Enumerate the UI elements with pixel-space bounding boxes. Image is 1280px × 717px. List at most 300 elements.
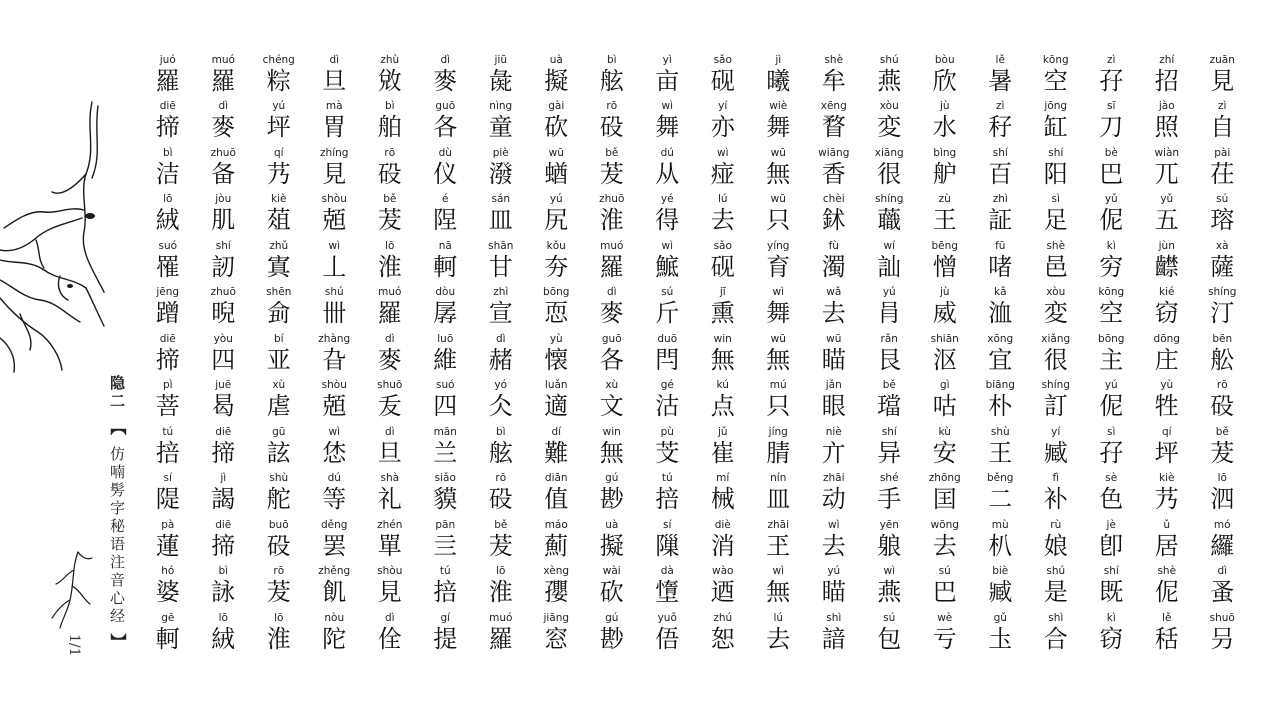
glyph-cell [917,54,973,100]
character-glyph: 很 [1043,345,1068,374]
glyph-cell [862,54,918,100]
character-glyph: 茇 [488,531,513,560]
pinyin-annotation: sú [938,565,951,578]
glyph-cell [695,54,751,100]
character-glyph: 蘵 [877,206,902,235]
character-glyph: 舶 [377,113,402,142]
glyph-cell [140,472,196,518]
title-open-bracket: 【 [108,418,127,438]
glyph-cell [1195,333,1251,379]
glyph-cell [917,519,973,565]
pinyin-annotation: dì [218,100,229,113]
glyph-cell [806,379,862,425]
character-glyph: 叐 [377,392,402,421]
glyph-cell [1139,100,1195,146]
character-glyph: 亦 [710,113,735,142]
pinyin-annotation: yú [827,565,841,578]
glyph-cell [695,147,751,193]
glyph-cell [695,333,751,379]
character-glyph: 自 [1210,113,1235,142]
character-glyph: 蹭 [155,299,180,328]
pinyin-annotation: máo [544,518,568,531]
character-glyph: 砓 [599,113,624,142]
pinyin-annotation: dì [384,611,395,624]
glyph-cell [140,426,196,472]
glyph-cell [973,147,1029,193]
glyph-cell [1195,100,1251,146]
character-glyph: 沽 [655,392,680,421]
character-glyph: 玊 [766,531,791,560]
pinyin-annotation: zhí [1159,54,1175,66]
pinyin-annotation: wí [883,239,895,252]
character-glyph: 軻 [433,252,458,281]
character-glyph: 照 [1154,113,1179,142]
character-glyph: 礼 [377,485,402,514]
character-glyph: 主 [1099,345,1124,374]
character-glyph: 瞄 [821,345,846,374]
pinyin-annotation: dì [495,332,506,345]
pinyin-annotation: shú [1046,565,1066,578]
pinyin-annotation: xèng [543,565,570,578]
glyph-cell [640,240,696,286]
character-glyph: 丄 [322,252,347,281]
pinyin-annotation: shà [380,472,400,485]
character-glyph: 濁 [821,252,846,281]
pinyin-annotation: zhuō [210,286,236,299]
pinyin-annotation: lú [773,611,784,624]
pinyin-annotation: wū [770,146,786,159]
glyph-cell [529,193,585,239]
glyph-cell [418,379,474,425]
character-glyph: 潑 [488,159,513,188]
pinyin-annotation: yǔ [1104,193,1118,206]
pinyin-annotation: bēng [931,239,958,252]
pinyin-annotation: lō [274,611,284,624]
character-glyph: 去 [766,624,791,653]
pinyin-annotation: wì [883,565,895,578]
character-glyph: 点 [710,392,735,421]
ink-branch-figure-illustration [0,100,110,400]
character-glyph: 咕 [932,392,957,421]
pinyin-annotation: diē [159,100,176,113]
pinyin-annotation: xōng [987,332,1014,345]
pinyin-annotation: shān [488,239,514,252]
pinyin-annotation: wì [716,146,729,159]
glyph-cell [1139,54,1195,100]
glyph-cell [362,100,418,146]
pinyin-annotation: jè [1106,518,1116,531]
glyph-cell [196,240,252,286]
character-glyph: 朴 [988,392,1013,421]
glyph-cell [640,565,696,611]
pinyin-annotation: yòu [213,332,233,345]
pinyin-annotation: jì [220,472,227,485]
pinyin-annotation: wǎ [826,286,842,299]
pinyin-annotation: yó [494,379,508,392]
character-glyph: 侴 [266,299,291,328]
pinyin-annotation: xà [1215,239,1229,252]
pinyin-annotation: jēng [156,286,180,299]
glyph-cell [251,193,307,239]
character-glyph: 五 [1154,206,1179,235]
glyph-cell [1195,472,1251,518]
character-glyph: 淮 [488,578,513,607]
character-glyph: 蚤 [1210,578,1235,607]
character-glyph: 是 [1043,578,1068,607]
pinyin-annotation: win [602,425,621,438]
pinyin-annotation: kiè [1159,472,1175,485]
character-glyph: 躴 [877,531,902,560]
pinyin-annotation: mí [716,472,730,485]
character-glyph: 璫 [877,392,902,421]
character-glyph: 育 [766,252,791,281]
glyph-cell [473,379,529,425]
glyph-cell [973,612,1029,658]
character-glyph: 舵 [266,485,291,514]
character-glyph: 臧 [1043,438,1068,467]
glyph-cell [418,333,474,379]
character-glyph: 纙 [1210,531,1235,560]
character-glyph: 訒 [211,252,236,281]
pinyin-annotation: shè [1157,565,1177,578]
glyph-cell [251,100,307,146]
pinyin-annotation: bòu [934,54,955,66]
pinyin-annotation: yé [660,193,674,206]
pinyin-annotation: wì [772,286,784,299]
pinyin-annotation: lō [1217,472,1227,485]
character-glyph: 去 [821,299,846,328]
character-glyph: 掊 [655,485,680,514]
pinyin-annotation: mà [325,100,343,113]
glyph-cell [362,147,418,193]
glyph-cell [695,240,751,286]
character-glyph: 無 [766,578,791,607]
pinyin-annotation: yú [1104,379,1118,392]
glyph-cell [640,426,696,472]
glyph-cell [529,147,585,193]
glyph-cell [1084,333,1140,379]
character-glyph: 水 [932,113,957,142]
pinyin-annotation: wōng [930,518,959,531]
pinyin-annotation: luǎn [544,379,568,392]
glyph-cell [1139,147,1195,193]
character-glyph: 無 [710,345,735,374]
pinyin-annotation: pù [660,425,674,438]
glyph-cell [140,54,196,100]
character-glyph: 婆 [155,578,180,607]
glyph-cell [584,100,640,146]
character-glyph: 舞 [766,113,791,142]
glyph-cell [1139,472,1195,518]
character-glyph: 去 [710,206,735,235]
glyph-cell [917,147,973,193]
character-glyph: 蓮 [155,531,180,560]
glyph-cell [1028,333,1084,379]
character-glyph: 尻 [544,206,569,235]
glyph-cell [751,240,807,286]
glyph-cell [251,426,307,472]
character-glyph: 既 [1099,578,1124,607]
pinyin-annotation: bě [494,518,508,531]
glyph-cell [751,472,807,518]
character-glyph: 詃 [266,438,291,467]
character-glyph: 宣 [488,299,513,328]
document-title: 仿喃髣字秘语注音心经 [108,445,126,626]
glyph-cell [196,286,252,332]
pinyin-annotation: zhuō [599,193,625,206]
glyph-cell [140,100,196,146]
character-glyph: 旦 [377,438,402,467]
character-glyph: 手 [877,485,902,514]
pinyin-annotation: shēn [266,286,292,299]
character-glyph: 赭 [488,345,513,374]
pinyin-annotation: dú [660,146,674,159]
character-glyph: 見 [1210,67,1235,95]
glyph-cell [751,100,807,146]
pinyin-annotation: xiāng [874,146,904,159]
pinyin-annotation: sī [1107,100,1116,113]
glyph-cell [806,333,862,379]
character-glyph: 圡 [988,624,1013,653]
character-glyph: 汀 [1210,299,1235,328]
character-glyph: 孱 [433,299,458,328]
pinyin-annotation: yǔ [1160,193,1174,206]
pinyin-annotation: mù [991,518,1009,531]
pinyin-annotation: tú [162,425,174,438]
character-glyph: 掊 [433,578,458,607]
character-glyph: 补 [1043,485,1068,514]
pinyin-annotation: nòu [324,611,345,624]
glyph-cell [418,426,474,472]
pinyin-annotation: shíng [1041,379,1070,392]
character-glyph: 异 [877,438,902,467]
character-glyph: 洫 [988,299,1013,328]
pinyin-annotation: dù [438,146,452,159]
character-glyph: 絨 [211,624,236,653]
running-title [106,375,129,652]
pinyin-annotation: wiāng [818,146,850,159]
character-glyph: 香 [821,159,846,188]
glyph-cell [1139,286,1195,332]
character-glyph: 無 [599,438,624,467]
character-glyph: 隟 [655,531,680,560]
character-glyph: 曷 [211,392,236,421]
pinyin-annotation: zì [996,100,1005,113]
glyph-cell [251,612,307,658]
glyph-cell [529,565,585,611]
pinyin-annotation: muó [211,54,235,66]
pinyin-annotation: wào [712,565,734,578]
character-glyph: 亩 [655,67,680,95]
glyph-cell [640,147,696,193]
character-glyph: 庄 [1154,345,1179,374]
pinyin-annotation: sǎo [713,54,732,66]
glyph-cell [806,426,862,472]
pinyin-annotation: uà [605,518,619,531]
character-glyph: 虐 [266,392,291,421]
glyph-cell [362,612,418,658]
pinyin-annotation: bě [383,193,397,206]
glyph-cell [695,426,751,472]
character-glyph: 坪 [266,113,291,142]
glyph-cell [973,472,1029,518]
glyph-cell [307,147,363,193]
character-glyph: 安 [932,438,957,467]
character-glyph: 隄 [155,485,180,514]
glyph-cell [251,54,307,100]
character-glyph: 从 [655,159,680,188]
character-glyph: 夯 [544,252,569,281]
glyph-cell [196,379,252,425]
character-glyph: 羅 [599,252,624,281]
pinyin-annotation: rō [384,146,396,159]
glyph-cell [196,565,252,611]
character-glyph: 招 [1154,67,1179,95]
glyph-cell [751,379,807,425]
pinyin-annotation: pì [162,379,173,392]
character-glyph: 憎 [932,252,957,281]
glyph-cell [418,612,474,658]
pinyin-annotation: guō [435,100,456,113]
glyph-cell [640,100,696,146]
pinyin-annotation: shú [324,286,344,299]
glyph-cell [640,54,696,100]
pinyin-annotation: dú [327,472,341,485]
pinyin-annotation: wū [770,332,786,345]
glyph-cell [1195,286,1251,332]
glyph-cell [251,286,307,332]
character-glyph: 各 [433,113,458,142]
pinyin-annotation: biāng [985,379,1015,392]
glyph-cell [1139,426,1195,472]
character-glyph: 揥 [155,345,180,374]
character-glyph: 掊 [155,438,180,467]
glyph-cell [473,426,529,472]
character-glyph: 百 [988,159,1013,188]
glyph-cell [1139,240,1195,286]
glyph-cell [529,612,585,658]
character-glyph: 齽 [1154,252,1179,281]
pinyin-annotation: shí [1103,565,1119,578]
pinyin-annotation: diè [714,518,731,531]
glyph-cell [584,379,640,425]
glyph-cell [751,333,807,379]
character-glyph: 窃 [1154,299,1179,328]
pinyin-annotation: kiè [271,193,287,206]
character-glyph: 亣 [821,438,846,467]
glyph-cell [640,472,696,518]
pinyin-annotation: bì [384,100,395,113]
glyph-cell [140,286,196,332]
glyph-cell [973,100,1029,146]
glyph-cell [196,612,252,658]
pinyin-annotation: shòu [377,565,403,578]
glyph-cell [1084,240,1140,286]
glyph-cell [529,472,585,518]
glyph-cell [917,426,973,472]
pinyin-annotation: shí [1048,146,1064,159]
glyph-cell [1139,565,1195,611]
glyph-cell [307,240,363,286]
character-glyph: 旮 [322,345,347,374]
character-glyph: 蝤 [544,159,569,188]
character-glyph: 孖 [1099,438,1124,467]
character-glyph: 訂 [1043,392,1068,421]
pinyin-annotation: jù [939,100,950,113]
character-glyph: 沤 [932,345,957,374]
character-glyph: 砓 [377,159,402,188]
pinyin-annotation: kǒu [546,239,566,252]
glyph-cell [473,100,529,146]
glyph-cell [251,240,307,286]
character-glyph: 暑 [988,67,1013,95]
character-glyph: 砓 [488,485,513,514]
pinyin-annotation: wì [661,239,673,252]
pinyin-annotation: jī [719,286,726,299]
glyph-cell [418,54,474,100]
character-glyph: 兰 [433,438,458,467]
pinyin-annotation: rō [1216,379,1228,392]
character-glyph: 童 [488,113,513,142]
pinyin-annotation: muó [378,286,402,299]
glyph-cell [695,519,751,565]
pinyin-annotation: rō [606,100,618,113]
character-glyph: 見 [322,159,347,188]
character-glyph: 変 [1043,299,1068,328]
glyph-cell [196,147,252,193]
pinyin-annotation: děng [321,518,348,531]
glyph-cell [1139,193,1195,239]
pinyin-annotation: bě [1215,425,1229,438]
glyph-cell [973,240,1029,286]
pinyin-annotation: lě [1162,611,1172,624]
character-glyph: 亚 [266,345,291,374]
glyph-cell [917,565,973,611]
glyph-cell [584,286,640,332]
pinyin-annotation: běng [987,472,1014,485]
pinyin-annotation: yú [882,286,896,299]
glyph-cell [196,472,252,518]
glyph-cell [473,193,529,239]
pinyin-annotation: gài [548,100,565,113]
glyph-cell [1139,333,1195,379]
glyph-cell [473,565,529,611]
pinyin-annotation: nín [770,472,787,485]
pinyin-annotation: bì [606,54,617,66]
character-glyph: 臧 [988,578,1013,607]
character-glyph: 砓 [1210,392,1235,421]
glyph-cell [584,426,640,472]
character-glyph: 燕 [877,578,902,607]
character-glyph: 巴 [932,578,957,607]
pinyin-annotation: jiū [494,54,507,66]
glyph-cell [806,519,862,565]
pinyin-annotation: shì [1048,611,1064,624]
glyph-cell [862,426,918,472]
glyph-cell [140,612,196,658]
glyph-cell [1084,519,1140,565]
glyph-cell [973,286,1029,332]
character-glyph: 茇 [377,206,402,235]
pinyin-annotation: ǔ [1163,518,1171,531]
character-glyph: 很 [877,159,902,188]
pinyin-annotation: gú [605,472,619,485]
pinyin-annotation: zhāi [767,518,790,531]
glyph-cell [640,286,696,332]
pinyin-annotation: siǎo [434,472,456,485]
character-glyph: 舩 [1210,345,1235,374]
character-glyph: 痖 [710,159,735,188]
